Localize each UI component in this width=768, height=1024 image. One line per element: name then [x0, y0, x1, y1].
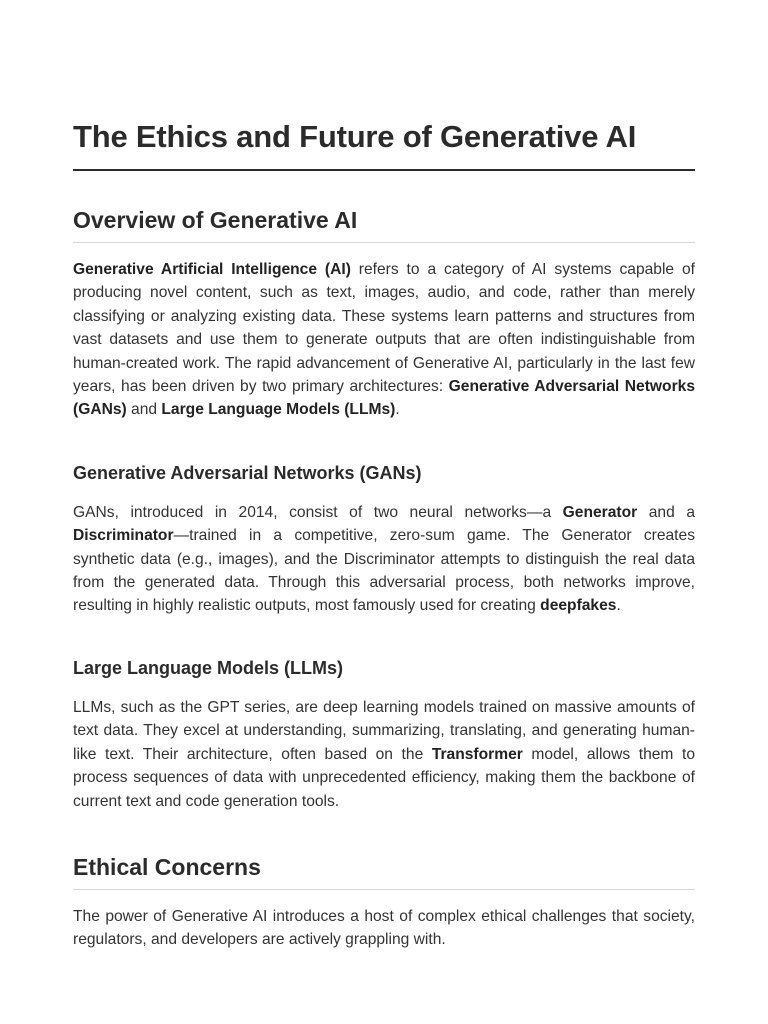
bold-term: deepfakes — [540, 597, 617, 615]
paragraph-text: and a — [637, 503, 695, 521]
paragraph-text: —trained in a competitive, zero-sum game. The Generator creates synthetic data (e.g., images), and the Discriminator attempts to distinguish the real data from the generated data. Through this adversarial process, both networks improve, resulting in highly realistic outputs, most famously used for creating — [73, 527, 695, 615]
section-heading-overview: Overview of Generative AI — [73, 207, 358, 233]
paragraph-text: model, allows them to process sequences of data with unprecedented efficiency, making them the backbone of current text and code generation tools. — [73, 745, 695, 810]
llms-paragraph — [73, 696, 695, 813]
section-divider-overview — [73, 242, 695, 243]
paragraph-text: GANs, introduced in 2014, consist of two neural networks—a — [73, 503, 563, 521]
title-divider — [73, 169, 695, 171]
bold-term: Generator — [562, 503, 638, 521]
paragraph-text: . — [616, 597, 621, 615]
paragraph-text: The power of Generative AI introduces a host of complex ethical challenges that society, regulators, and developers are actively grappling with. — [73, 907, 695, 949]
overview-paragraph — [73, 258, 695, 422]
section-heading-ethics: Ethical Concerns — [73, 853, 261, 880]
bold-term: Generative Adversarial Networks (GANs) — [73, 378, 695, 419]
bold-term: Generative Artificial Intelligence (AI) — [73, 261, 351, 278]
paragraph-text: . — [395, 401, 400, 419]
page-title: The Ethics and Future of Generative AI — [73, 119, 637, 154]
bold-term: Transformer — [431, 745, 523, 763]
paragraph-text: refers to a category of AI systems capable of producing novel content, such as text, images, audio, and code, rather than merely classifying or analyzing existing data. These systems learn patterns and structures from vast datasets and use them to generate outputs that are often indistinguishable from human-created work. The rapid advancement of Generative AI, particularly in the last few years, has been driven by two primary architectures: — [73, 261, 696, 396]
bold-term: Large Language Models (LLMs) — [161, 401, 396, 419]
paragraph-text: and — [126, 401, 162, 419]
paragraph-text: LLMs, such as the GPT series, are deep learning models trained on massive amounts of text data. They excel at understanding, summarizing, translating, and generating human-like text. Their architecture, often based on the — [73, 698, 695, 763]
section-divider-ethics — [73, 889, 695, 890]
gans-paragraph — [73, 501, 695, 618]
subsection-heading-llms: Large Language Models (LLMs) — [73, 657, 344, 678]
bold-term: Discriminator — [73, 527, 174, 545]
subsection-heading-gans: Generative Adversarial Networks (GANs) — [73, 462, 422, 483]
ethics-paragraph — [73, 905, 695, 952]
